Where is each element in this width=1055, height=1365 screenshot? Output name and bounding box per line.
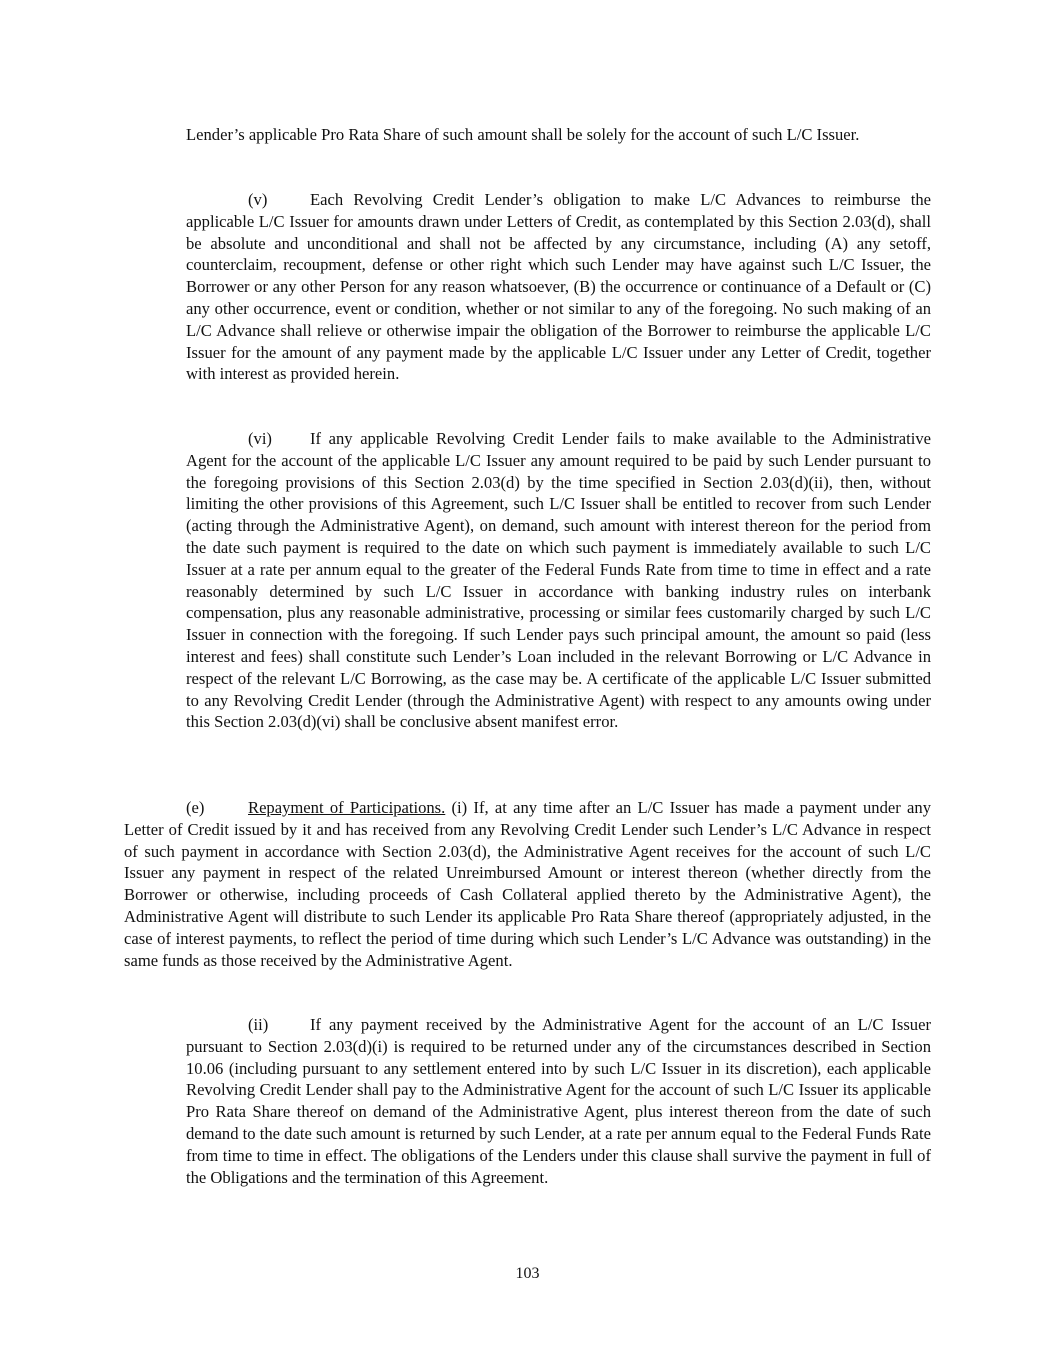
paragraph-e-heading: Repayment of Participations. [248,798,446,817]
paragraph-v [186,189,931,385]
paragraph-v-number: (v) [248,190,268,209]
paragraph-vi-number: (vi) [248,429,272,448]
continuation-text: Lender’s applicable Pro Rata Share of such amount shall be solely for the account of such L/C Issuer. [186,125,860,144]
paragraph-vi-text: If any applicable Revolving Credit Lender fails to make available to the Administrative Agent for the account of the applicable L/C Issuer any amount required to be paid by such Lender pursuant to the foregoing provisions of this Section 2.03(d) by the time specified in Section 2.03(d)(ii), then, without limiting the other provisions of this Agreement, such L/C Issuer shall be entitled to recover from such Lender (acting through the Administrative Agent), on demand, such amount with interest thereon for the period from the date such payment is required to the date on which such payment is immediately available to such L/C Issuer at a rate per annum equal to the greater of the Federal Funds Rate from time to time in effect and a rate reasonably determined by such L/C Issuer in accordance with banking industry rules on interbank compensation, plus any reasonable administrative, processing or similar fees customarily charged by such L/C Issuer in connection with the foregoing. If such Lender pays such principal amount, the amount so paid (less interest and fees) shall constitute such Lender’s Loan included in the relevant Borrowing or L/C Advance in respect of the relevant L/C Borrowing, as the case may be. A certificate of the applicable L/C Issuer submitted to any Revolving Credit Lender (through the Administrative Agent) with respect to any amounts owing under this Section 2.03(d)(vi) shall be conclusive absent manifest error. [186,429,931,732]
paragraph-ii-text: If any payment received by the Administrative Agent for the account of an L/C Issuer pursuant to Section 2.03(d)(i) is required to be returned under any of the circumstances described in Section 10.06 (including pursuant to any settlement entered into by such L/C Issuer in its discretion), each applicable Revolving Credit Lender shall pay to the Administrative Agent for the account of such L/C Issuer its applicable Pro Rata Share thereof on demand of the Administrative Agent, plus interest thereon from the date of such demand to the date such amount is returned by such Lender, at a rate per annum equal to the Federal Funds Rate from time to time in effect. The obligations of the Lenders under this clause shall survive the payment in full of the Obligations and the termination of this Agreement. [186,1015,931,1187]
page-number: 103 [515,1265,540,1282]
paragraph-vi [186,428,931,733]
paragraph-ii [186,1014,931,1188]
paragraph-e-text: (i) If, at any time after an L/C Issuer has made a payment under any Letter of Credit issued by it and has received from any Revolving Credit Lender such Lender’s L/C Advance in respect of such payment in accordance with Section 2.03(d), the Administrative Agent receives for the account of such L/C Issuer any payment in respect of the related Unreimbursed Amount or interest thereon (whether directly from the Borrower or otherwise, including proceeds of Cash Collateral applied thereto by the Administrative Agent), the Administrative Agent will distribute to such Lender its applicable Pro Rata Share thereof (appropriately adjusted, in the case of interest payments, to reflect the period of time during which such Lender’s L/C Advance was outstanding) in the same funds as those received by the Administrative Agent. [124,798,931,970]
paragraph-e [124,797,931,971]
continuation-paragraph [186,124,931,146]
paragraph-e-number: (e) [186,798,205,817]
paragraph-ii-number: (ii) [248,1015,269,1034]
paragraph-v-text: Each Revolving Credit Lender’s obligation to make L/C Advances to reimburse the applicable L/C Issuer for amounts drawn under Letters of Credit, as contemplated by this Section 2.03(d), shall be absolute and unconditional and shall not be affected by any circumstance, including (A) any setoff, counterclaim, recoupment, defense or other right which such Lender may have against such L/C Issuer, the Borrower or any other Person for any reason whatsoever, (B) the occurrence or continuance of a Default or (C) any other occurrence, event or condition, whether or not similar to any of the foregoing. No such making of an L/C Advance shall relieve or otherwise impair the obligation of the Borrower to reimburse the applicable L/C Issuer for the amount of any payment made by the applicable L/C Issuer under any Letter of Credit, together with interest as provided herein. [186,190,931,384]
